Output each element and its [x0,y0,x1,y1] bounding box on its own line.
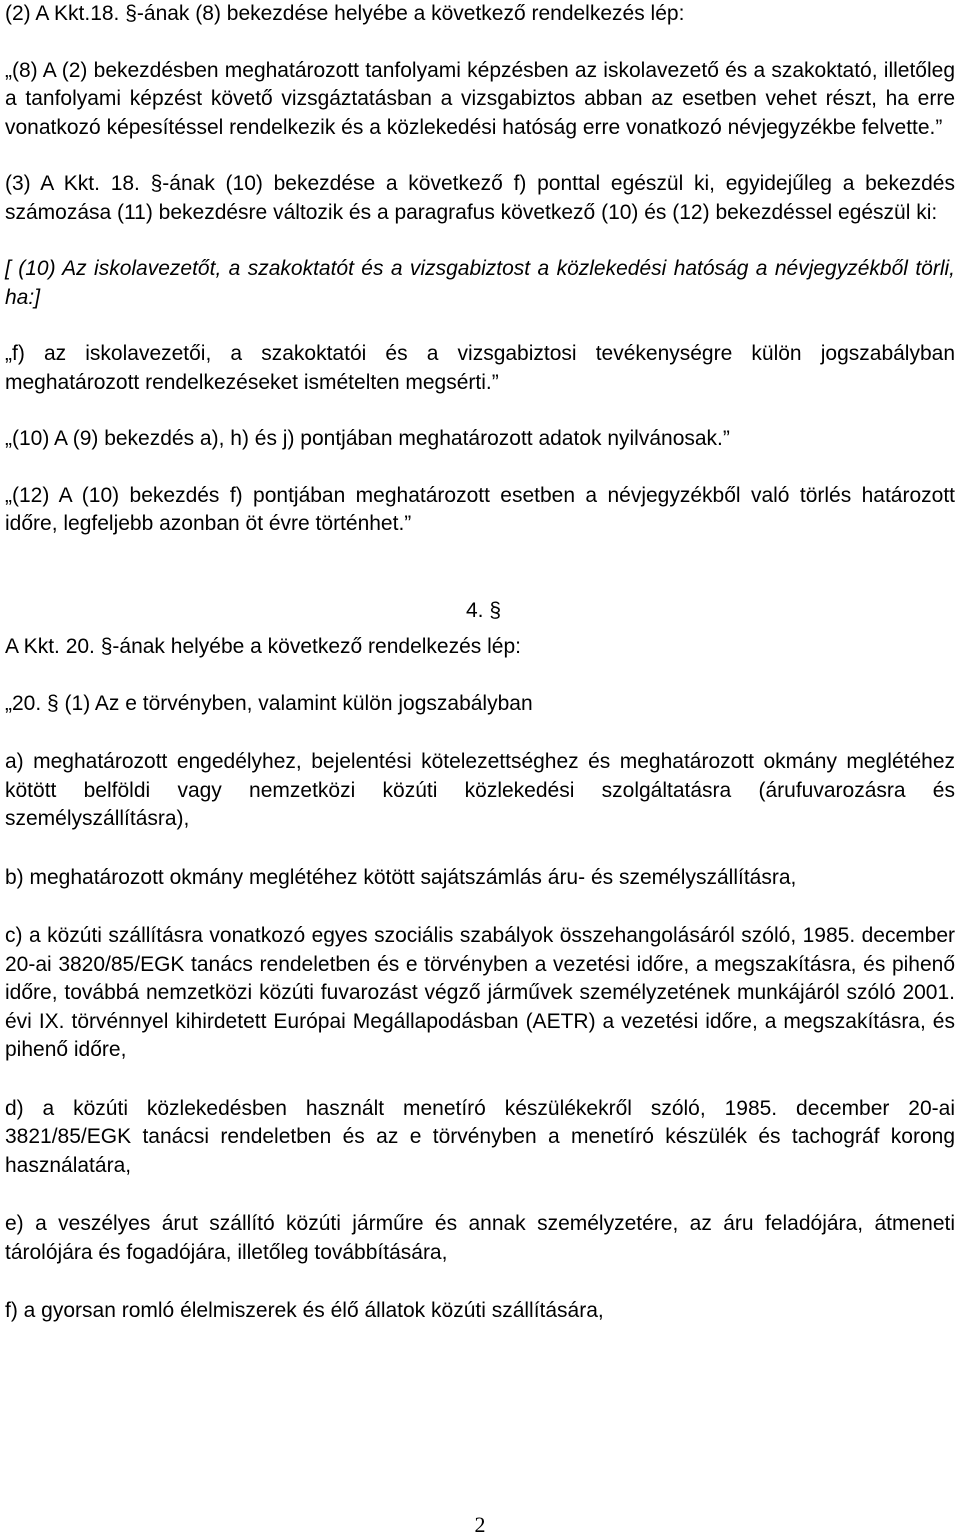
paragraph-item-a: a) meghatározott engedélyhez, bejelentési kötelezettséghez és meghatározott okmány meglétéhez kötött belföldi vagy nemzetközi közúti közlekedési szolgáltatásra (árufuvarozásra és személyszállításra), [5,750,955,830]
paragraph-italic-10: [ (10) Az iskolavezetőt, a szakoktatót és a vizsgabiztost a közlekedési hatóság a névjegyzékből törli, ha:] [5,257,955,309]
paragraph-quoted-10: „(10) A (9) bekezdés a), h) és j) pontjában meghatározott adatok nyilvánosak.” [5,427,730,450]
section-number: 4. § [466,598,502,622]
paragraph-amendment-3: (3) A Kkt. 18. §-ának (10) bekezdése a következő f) ponttal egészül ki, egyidejűleg a bekezdés számozása (11) bekezdésre változik és a paragrafus következő (10) és (12) bekezdéssel egészül ki: [5,172,955,224]
paragraph-item-b: b) meghatározott okmány meglétéhez kötött sajátszámlás áru- és személyszállításra, [5,865,797,889]
paragraph-point-f: „f) az iskolavezetői, a szakoktatói és a vizsgabiztosi tevékenységre külön jogszabályban meghatározott rendelkezéseket ismételten megsérti.” [5,342,955,394]
paragraph-amendment-2: (2) A Kkt.18. §-ának (8) bekezdése helyébe a következő rendelkezés lép: [5,2,685,25]
paragraph-quoted-12: „(12) A (10) bekezdés f) pontjában meghatározott esetben a névjegyzékből való törlés határozott időre, legfeljebb azonban öt évre történhet.” [5,483,955,535]
paragraph-section-20-1: „20. § (1) Az e törvényben, valamint külön jogszabályban [5,691,533,715]
paragraph-kkt-20: A Kkt. 20. §-ának helyébe a következő rendelkezés lép: [5,635,521,658]
document-page [5,0,955,1326]
paragraph-item-f: f) a gyorsan romló élelmiszerek és élő állatok közúti szállítására, [5,1299,604,1322]
paragraph-item-e: e) a veszélyes árut szállító közúti járműre és annak személyzetére, az áru feladójára, átmeneti tárolójára és fogadójára, illetőleg továbbítására, [5,1212,955,1264]
paragraph-quoted-8: „(8) A (2) bekezdésben meghatározott tanfolyami képzésben az iskolavezető és a szakoktató, illetőleg a tanfolyami képzést követő vizsgáztatásban a vizsgabiztos abban az esetben vehet részt, ha erre vonatkozó képesítéssel rendelkezik és a közlekedési hatóság erre vonatkozó névjegyzékbe felvette.” [5,58,955,139]
page-number: 2 [474,1512,486,1537]
paragraph-item-d: d) a közúti közlekedésben használt menetíró készülékekről szóló, 1985. december 20-ai 3821/85/EGK tanácsi rendeletben és az e törvényben a menetíró készülék és tachográf korong használatára, [5,1096,955,1177]
paragraph-item-c: c) a közúti szállításra vonatkozó egyes szociális szabályok összehangolásáról szóló, 1985. december 20-ai 3820/85/EGK tanács rendeletben és e törvényben a vezetési időre, a megszakításra, és pihenő időre, továbbá nemzetközi közúti fuvarozást végző járművek személyzetének munkájáról szóló 2001. évi IX. törvénnyel kihirdetett Európai Megállapodásban (AETR) a vezetési időre, a megszakításra, és pihenő időre, [5,924,955,1061]
